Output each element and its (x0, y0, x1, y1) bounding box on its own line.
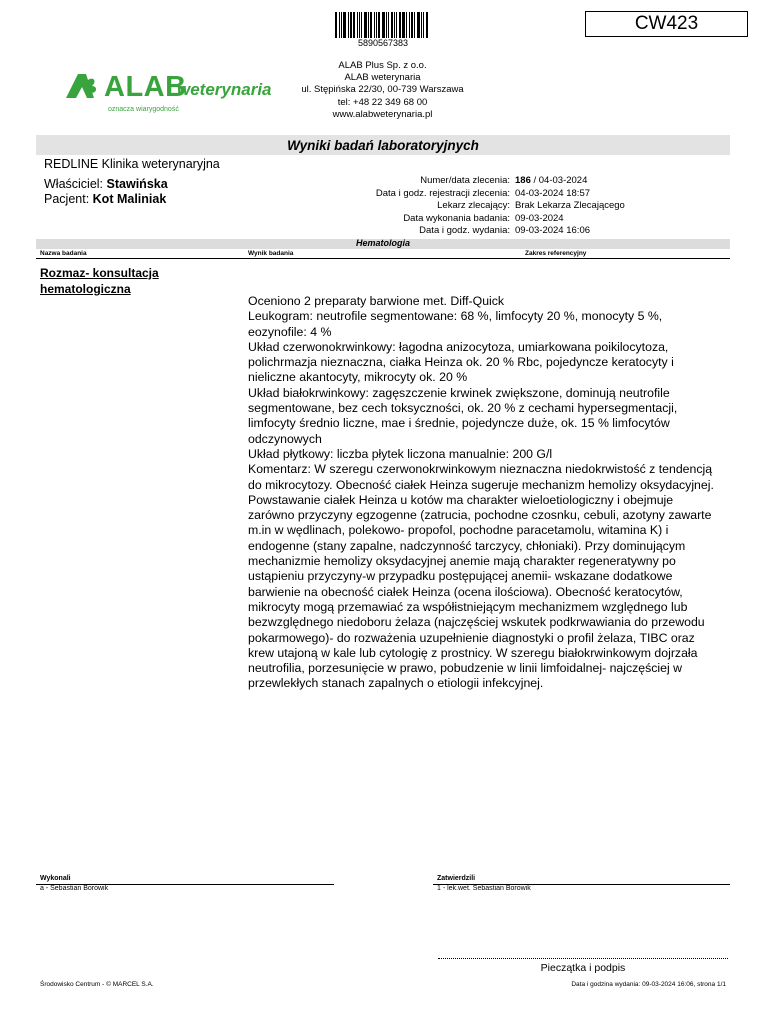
barcode-bar (402, 12, 405, 38)
test-name: Rozmaz- konsultacja hematologiczna (40, 266, 159, 296)
meta-value (515, 175, 587, 188)
test-result (248, 294, 718, 692)
patient (44, 192, 166, 206)
barcode-bar (374, 12, 375, 38)
barcode-bar (350, 12, 352, 38)
logo-sub: weterynaria (177, 80, 272, 99)
result-paragraph: Leukogram: neutrofile segmentowane: 68 %, limfocyty 20 %, monocyty 5 %, eozynofile: 4 % (248, 309, 663, 339)
meta-label: Data i godz. rejestracji zlecenia: (375, 187, 510, 199)
footer-right: Data i godzina wydania: 09-03-2024 16:06, strona 1/1 (571, 981, 726, 988)
alab-logo (64, 70, 274, 116)
meta-label: Numer/data zlecenia: (420, 175, 510, 186)
result-paragraph: Układ płytkowy: liczba płytek liczona manualnie: 200 G/l (248, 446, 553, 461)
meta-value: 09-03-2024 16:06 (515, 225, 591, 237)
performed-label: Wykonali (40, 875, 71, 882)
result-paragraph: Układ białokrwinkowy: zagęszczenie krwinek zwiększone, dominują neutrofile segmentowane, bez cech toksyczności, ok. 20 % z cechami hypersegmentacji, limfocyty średnio liczne, mae i średnie, pojedyncze duże, ok. 15 % limfocytów odczynowych (248, 385, 678, 446)
meta-exam-date (300, 213, 625, 226)
barcode-bar (417, 12, 420, 38)
meta-registration (300, 188, 625, 201)
logo-tagline: oznacza wiarygodność (108, 106, 179, 113)
barcode-number: 5890567383 (357, 38, 409, 48)
meta-label: Data i godz. wydania: (419, 225, 510, 237)
barcode-bar (388, 12, 389, 38)
approved-label: Zatwierdzili (437, 875, 476, 882)
barcode-bar (409, 12, 410, 38)
address-line: ALAB weterynaria (344, 72, 421, 84)
result-paragraph: Układ czerwonokrwinkowy: łagodna anizocytoza, umiarkowana poikilocytoza, polichrmazja nieznaczna, ciałka Heinza ok. 20 % Rbc, pojedyncze keratocyty i nieliczne akantocyty, mikrocyty ok. 20 % (248, 339, 674, 385)
alab-leaf-icon (64, 70, 98, 104)
meta-issue (300, 225, 625, 238)
column-header-result: Wynik badania (248, 250, 294, 257)
barcode-bar (378, 12, 380, 38)
patient-name: Kot Maliniak (92, 192, 167, 206)
barcode-bar (406, 12, 407, 38)
meta-doctor (300, 200, 625, 213)
approved-name: 1 - lek.wet. Sebastian Borowik (437, 885, 531, 892)
document-title: Wyniki badań laboratoryjnych (36, 135, 730, 155)
order-meta (300, 175, 625, 238)
barcode-bar (376, 12, 377, 38)
meta-value: Brak Lekarza Zlecającego (515, 200, 625, 212)
footer-left: Środowisko Centrum - © MARCEL S.A. (40, 981, 154, 988)
performed-name: a - Sebastian Borowik (40, 885, 109, 892)
owner (44, 177, 168, 191)
barcode-bar (394, 12, 395, 38)
address-line: ALAB Plus Sp. z o.o. (338, 60, 427, 71)
barcode-bar (391, 12, 393, 38)
column-header-name: Nazwa badania (40, 250, 87, 257)
barcode-bar (357, 12, 358, 38)
order-number: 186 (515, 175, 531, 186)
barcode-bar (423, 12, 424, 38)
sample-code-box: CW423 (585, 11, 748, 37)
barcode-bar (343, 12, 346, 38)
barcode-bar (421, 12, 422, 38)
barcode-bar (396, 12, 397, 38)
barcode-bar (353, 12, 355, 38)
owner-label: Właściciel: (44, 177, 104, 191)
stamp-label: Pieczątka i podpis (540, 962, 626, 974)
barcode-bar (426, 12, 428, 38)
barcode-bar (348, 12, 349, 38)
barcode-bar (411, 12, 413, 38)
section-title: Hematologia (355, 238, 410, 248)
column-header-range: Zakres referencyjny (525, 250, 587, 257)
order-date: / 04-03-2024 (530, 175, 588, 186)
logo-brand: ALAB (104, 71, 187, 103)
barcode-bar (341, 12, 342, 38)
meta-value: 04-03-2024 18:57 (515, 187, 591, 199)
barcode-bar (399, 12, 401, 38)
clinic-name: REDLINE Klinika weterynaryjna (44, 157, 220, 171)
address-line: tel: +48 22 349 68 00 (337, 96, 428, 108)
barcode-bar (359, 12, 360, 38)
meta-label: Lekarz zlecający: (437, 200, 510, 212)
address-line: ul. Stępińska 22/30, 00-739 Warszawa (301, 84, 464, 96)
meta-order (300, 175, 625, 188)
meta-value: 09-03-2024 (515, 212, 564, 224)
result-paragraph: Oceniono 2 preparaty barwione met. Diff-Quick (248, 294, 505, 308)
stamp-line (438, 958, 728, 959)
barcode-bar (361, 12, 362, 38)
lab-address (290, 60, 475, 121)
owner-name: Stawińska (106, 177, 168, 191)
barcode-bar (386, 12, 387, 38)
barcode-bar (364, 12, 367, 38)
barcode-bar (335, 12, 337, 38)
barcode (335, 12, 431, 38)
barcode-bar (370, 12, 372, 38)
barcode-bar (339, 12, 340, 38)
barcode-bar (368, 12, 369, 38)
meta-label: Data wykonania badania: (403, 212, 510, 224)
barcode-bar (414, 12, 415, 38)
barcode-bar (382, 12, 385, 38)
patient-label: Pacjent: (44, 192, 90, 206)
header-divider (36, 258, 730, 259)
address-line: www.alabweterynaria.pl (332, 108, 433, 120)
result-paragraph: Komentarz: W szeregu czerwonokrwinkowym nieznaczna niedokrwistość z tendencją do mikrocytozy. Obecność ciałek Heinza sugeruje mechanizm hemolizy oksydacyjnej. Powstawanie ciałek Heinza u kotów ma charakter wieloetiologiczny i obejmuje zarówno przyczyny egzogenne (zatrucia, pochodne czosnku, cebuli, azotyny zawarte m.in w wędlinach, polekowo- propofol, pochodne paracetamolu, witamina K) i endogenne (stany zapalne, nadczynność tarczycy, chłoniaki). Przy dominującym mechanizmie hemolizy oksydacyjnej anemie mają charakter regeneratywny po ustąpieniu przyczyny-w przypadku postępującej anemii- wskazane dodatkowe barwienie na obecność ciałek Heinza (ocena ilościowa). Obecność keratocytów, mikrocyty mogą przemawiać za współistniejącym mechanizmem względnego lub bezwzględnego niedoboru żelaza (najczęściej wskutek podkrwawiania do przewodu pokarmowego)- do rozważenia uzupełnienie diagnostyki o profil żelaza, TIBC oraz krew utajoną w kale lub cytologię z prostnicy. W szeregu białokrwinkowym dojrzała neutrofilia, porzesunięcie w prawo, pobudzenie w linii limfoidalnej- najczęściej w przewlekłych stanach zapalnych o etiologii infekcyjnej. (248, 462, 714, 691)
